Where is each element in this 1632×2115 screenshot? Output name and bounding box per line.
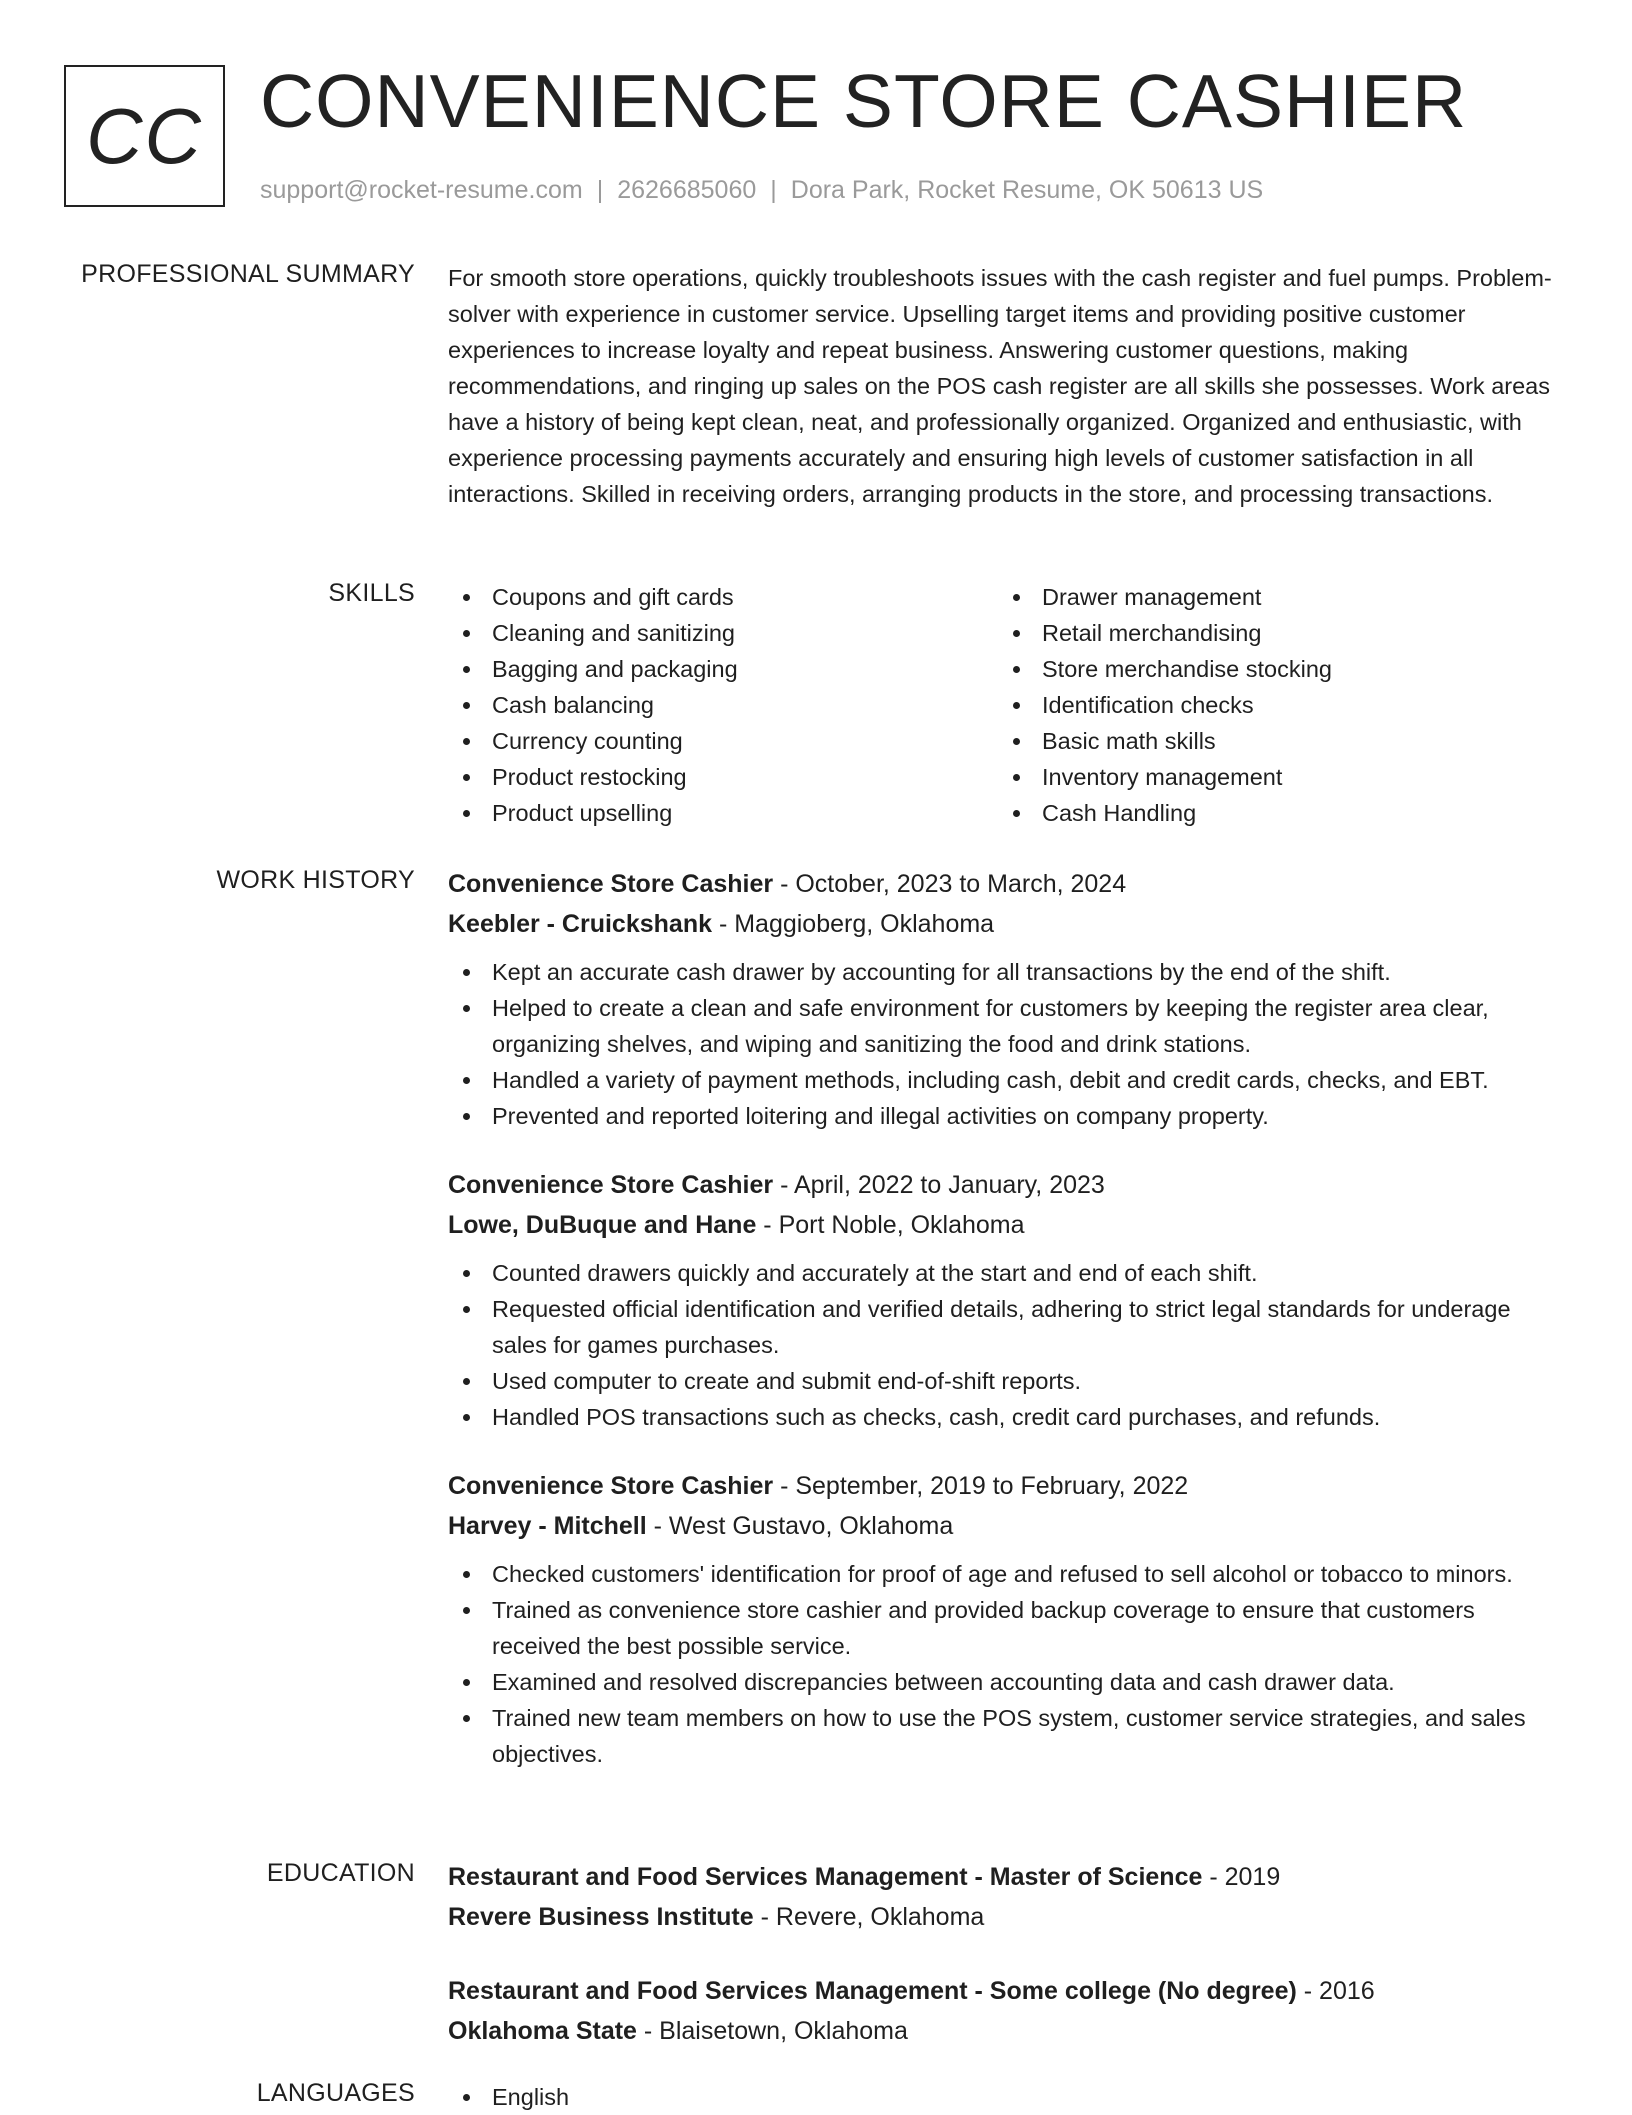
- job-duty: Examined and resolved discrepancies between accounting data and cash drawer data.: [448, 1664, 1566, 1700]
- job-dates: - April, 2022 to January, 2023: [773, 1171, 1105, 1199]
- summary-text: For smooth store operations, quickly troubleshoots issues with the cash register and fuel pumps. Problem-solver with experience in customer service. Upselling target items and providing positive customer experiences to increase loyalty and repeat business. Answering customer questions, making recommendations, and ringing up sales on the POS cash register are all skills she possesses. Work areas have a history of being kept clean, neat, and professionally organized. Organized and enthusiastic, with experience processing payments accurately and ensuring high levels of customer satisfaction in all interactions. Skilled in receiving orders, arranging products in the store, and processing transactions.: [448, 265, 1552, 507]
- skill-item: Product upselling: [448, 795, 998, 831]
- education-degree: Restaurant and Food Services Management - Some college (No degree): [448, 1977, 1297, 2005]
- job-title: Convenience Store Cashier: [448, 1171, 774, 1199]
- job-title: Convenience Store Cashier: [448, 1472, 774, 1500]
- education-year: - 2016: [1296, 1977, 1375, 2005]
- job-location: - West Gustavo, Oklahoma: [646, 1512, 954, 1540]
- education-entry: [448, 1971, 1566, 2051]
- job-entry: [448, 1165, 1566, 1435]
- job-employer: Lowe, DuBuque and Hane: [448, 1211, 757, 1239]
- work-history-body: [448, 864, 1566, 1803]
- skill-item: Retail merchandising: [998, 615, 1548, 651]
- job-employer-line: [448, 1205, 1566, 1245]
- job-employer-line: [448, 904, 1566, 944]
- job-employer: Harvey - Mitchell: [448, 1512, 647, 1540]
- job-duty: Helped to create a clean and safe environment for customers by keeping the register area clear, organizing shelves, and wiping and sanitizing the food and drink stations.: [448, 990, 1566, 1062]
- languages-list: [448, 2079, 1566, 2115]
- job-duty: Requested official identification and verified details, adhering to strict legal standards for underage sales for games purchases.: [448, 1291, 1566, 1363]
- education-location: - Blaisetown, Oklahoma: [636, 2017, 908, 2045]
- job-duty: Used computer to create and submit end-of-shift reports.: [448, 1363, 1566, 1399]
- job-location: - Maggioberg, Oklahoma: [712, 910, 995, 938]
- education-year: - 2019: [1202, 1863, 1281, 1891]
- job-duties-list: [448, 1255, 1566, 1435]
- skill-item: Drawer management: [998, 579, 1548, 615]
- contact-address: Dora Park, Rocket Resume, OK 50613 US: [790, 176, 1264, 204]
- education-degree: Restaurant and Food Services Management - Master of Science: [448, 1863, 1203, 1891]
- education-school: Revere Business Institute: [448, 1903, 754, 1931]
- education-school-line: [448, 2011, 1566, 2051]
- skill-item: Basic math skills: [998, 723, 1548, 759]
- job-location: - Port Noble, Oklahoma: [756, 1211, 1025, 1239]
- contact-separator: |: [770, 176, 777, 204]
- skill-item: Currency counting: [448, 723, 998, 759]
- job-duty: Handled a variety of payment methods, including cash, debit and credit cards, checks, and EBT.: [448, 1062, 1566, 1098]
- section-heading-languages: LANGUAGES: [256, 2079, 415, 2107]
- language-item: English: [448, 2079, 1566, 2115]
- job-title-line: [448, 1466, 1566, 1506]
- skill-item: Cleaning and sanitizing: [448, 615, 998, 651]
- contact-line: [260, 176, 1263, 205]
- job-duty: Kept an accurate cash drawer by accounting for all transactions by the end of the shift.: [448, 954, 1566, 990]
- skill-item: Inventory management: [998, 759, 1548, 795]
- job-duty: Prevented and reported loitering and illegal activities on company property.: [448, 1098, 1566, 1134]
- skills-body: [448, 579, 1566, 831]
- contact-email: support@rocket-resume.com: [260, 176, 583, 204]
- education-body: [448, 1857, 1566, 2085]
- job-duties-list: [448, 1556, 1566, 1772]
- job-entry: [448, 1466, 1566, 1772]
- education-entry: [448, 1857, 1566, 1937]
- skills-list-left: [448, 579, 998, 831]
- skill-item: Store merchandise stocking: [998, 651, 1548, 687]
- contact-separator: |: [596, 176, 604, 204]
- skill-item: Identification checks: [998, 687, 1548, 723]
- section-heading-work-history: WORK HISTORY: [216, 866, 415, 894]
- job-duty: Handled POS transactions such as checks, cash, credit card purchases, and refunds.: [448, 1399, 1566, 1435]
- job-duty: Trained as convenience store cashier and provided backup coverage to ensure that customers received the best possible service.: [448, 1592, 1566, 1664]
- page-title: CONVENIENCE STORE CASHIER: [260, 59, 1468, 143]
- skill-item: Cash balancing: [448, 687, 998, 723]
- languages-body: [448, 2079, 1566, 2115]
- section-heading-skills: SKILLS: [328, 579, 415, 607]
- education-location: - Revere, Oklahoma: [753, 1903, 985, 1931]
- skill-item: Cash Handling: [998, 795, 1548, 831]
- job-duty: Counted drawers quickly and accurately at the start and end of each shift.: [448, 1255, 1566, 1291]
- job-dates: - September, 2019 to February, 2022: [773, 1472, 1189, 1500]
- section-heading-education: EDUCATION: [266, 1859, 415, 1887]
- education-degree-line: [448, 1857, 1566, 1897]
- job-title: Convenience Store Cashier: [448, 870, 774, 898]
- job-employer-line: [448, 1506, 1566, 1546]
- job-title-line: [448, 1165, 1566, 1205]
- education-school: Oklahoma State: [448, 2017, 637, 2045]
- job-title-line: [448, 864, 1566, 904]
- skill-item: Product restocking: [448, 759, 998, 795]
- education-school-line: [448, 1897, 1566, 1937]
- job-duties-list: [448, 954, 1566, 1134]
- monogram-badge: CC: [64, 65, 225, 207]
- skills-list-right: [998, 579, 1548, 831]
- contact-phone: 2626685060: [617, 176, 757, 204]
- job-duty: Trained new team members on how to use the POS system, customer service strategies, and sales objectives.: [448, 1700, 1566, 1772]
- job-dates: - October, 2023 to March, 2024: [773, 870, 1127, 898]
- summary-body: [448, 260, 1566, 512]
- job-duty: Checked customers' identification for proof of age and refused to sell alcohol or tobacco to minors.: [448, 1556, 1566, 1592]
- job-employer: Keebler - Cruickshank: [448, 910, 712, 938]
- job-entry: [448, 864, 1566, 1134]
- section-heading-summary: PROFESSIONAL SUMMARY: [81, 260, 415, 288]
- skill-item: Coupons and gift cards: [448, 579, 998, 615]
- skill-item: Bagging and packaging: [448, 651, 998, 687]
- education-degree-line: [448, 1971, 1566, 2011]
